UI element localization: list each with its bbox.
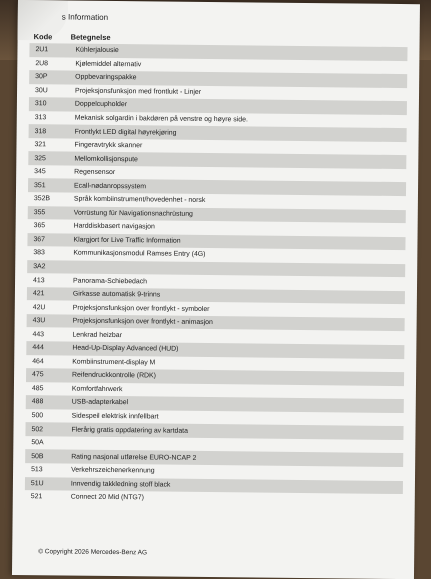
- row-code: 310: [34, 100, 47, 108]
- row-code: 464: [32, 358, 44, 366]
- row-code: 355: [33, 209, 46, 217]
- row-name: Girkasse automatisk 9-trinns: [72, 290, 161, 299]
- row-name: Klargjort for Live Traffic Information: [73, 236, 181, 245]
- row-code: 352B: [33, 195, 51, 203]
- row-name: Rating nasjonal utførelse EURO-NCAP 2: [71, 453, 197, 462]
- row-code: 421: [32, 290, 45, 298]
- row-code: 413: [33, 276, 45, 284]
- row-name: Connect 20 Mid (NTG7): [70, 493, 144, 502]
- row-code: 444: [32, 344, 44, 352]
- row-name: Oppbevaringspakke: [75, 73, 137, 82]
- column-header-code: Kode: [33, 32, 53, 42]
- row-code: 365: [33, 222, 46, 230]
- paper-page: [12, 0, 420, 579]
- row-code: 502: [31, 425, 44, 433]
- row-code: 313: [34, 114, 47, 122]
- row-name: Innvendig takkledning stoff black: [70, 480, 171, 489]
- row-name: Flerårig gratis oppdatering av kartdata: [71, 426, 188, 435]
- row-code: 485: [31, 385, 44, 393]
- row-code: 443: [32, 330, 45, 339]
- row-name: Projeksjonsfunksjon over frontlykt - symboler: [72, 304, 210, 313]
- row-code: 475: [32, 371, 44, 379]
- row-name: Sidespeil elektrisk innfellbart: [71, 412, 159, 421]
- row-code: 500: [31, 412, 44, 420]
- row-name: [69, 267, 405, 271]
- row-code: 521: [30, 493, 43, 501]
- row-name: [67, 443, 403, 447]
- row-name: Frontlykt LED digital høyrekjøring: [74, 128, 177, 137]
- table-row: [25, 490, 403, 508]
- row-name: USB-adapterkabel: [71, 399, 129, 407]
- row-name: Doppelcupholder: [74, 101, 128, 109]
- row-code: 345: [34, 168, 46, 176]
- row-code: 50A: [31, 439, 44, 447]
- column-header-name: Betegnelse: [70, 32, 111, 42]
- row-name: Ecall-nødanropssystem: [74, 182, 147, 191]
- section-title: s Information: [61, 12, 109, 22]
- row-name: Kombiinstrument-display M: [72, 358, 156, 367]
- row-name: Projeksjonsfunksjon over frontlykt - animasjon: [72, 317, 213, 327]
- row-code: 2U8: [35, 59, 49, 68]
- row-code: 30P: [35, 73, 48, 81]
- row-code: 383: [33, 249, 45, 257]
- row-name: Projeksjonsfunksjon med frontlukt - Linjer: [75, 87, 202, 96]
- row-code: 318: [34, 127, 47, 135]
- row-code: 367: [33, 236, 46, 244]
- row-code: 3A2: [33, 263, 46, 271]
- row-code: 488: [31, 398, 44, 406]
- row-code: 43U: [32, 317, 46, 325]
- row-name: Mekanisk solgardin i bakdøren på venstre og høyre side.: [74, 114, 248, 124]
- copyright-footer: © Copyright 2026 Mercedes-Benz AG: [38, 548, 148, 557]
- row-code: 50B: [31, 452, 44, 460]
- row-code: 351: [34, 181, 46, 190]
- row-code: 2U1: [35, 46, 49, 54]
- equipment-table: [25, 43, 408, 508]
- row-name: Vorrüstung für Navigationsnachrüstung: [73, 209, 193, 218]
- row-name: Språk kombiinstrument/hovedenhet - norsk: [73, 195, 206, 205]
- row-code: 321: [34, 141, 47, 149]
- row-name: Harddiskbasert navigasjon: [73, 222, 155, 231]
- row-code: 51U: [30, 479, 44, 488]
- row-name: Lenkrad heizbar: [72, 331, 122, 339]
- row-name: Panorama-Schiebedach: [73, 277, 148, 285]
- row-name: Kühlerjalousie: [75, 46, 119, 55]
- row-name: Head-Up-Display Advanced (HUD): [72, 344, 179, 353]
- row-name: Kjølemiddel alternativ: [75, 60, 142, 69]
- row-code: 325: [34, 154, 46, 162]
- row-name: Regensensor: [74, 168, 116, 177]
- row-name: Mellomkollisjonspute: [74, 155, 138, 163]
- row-name: Kommunikasjonsmodul Ramses Entry (4G): [73, 250, 206, 259]
- row-name: Reifendruckkontrolle (RDK): [72, 371, 156, 380]
- row-name: Verkehrszeichenerkennung: [71, 466, 155, 475]
- row-name: Komfortfahrwerk: [71, 385, 123, 394]
- row-name: Fingeravtrykk skanner: [74, 141, 143, 150]
- row-code: 30U: [35, 87, 48, 95]
- row-code: 42U: [32, 303, 46, 311]
- row-code: 513: [31, 466, 43, 474]
